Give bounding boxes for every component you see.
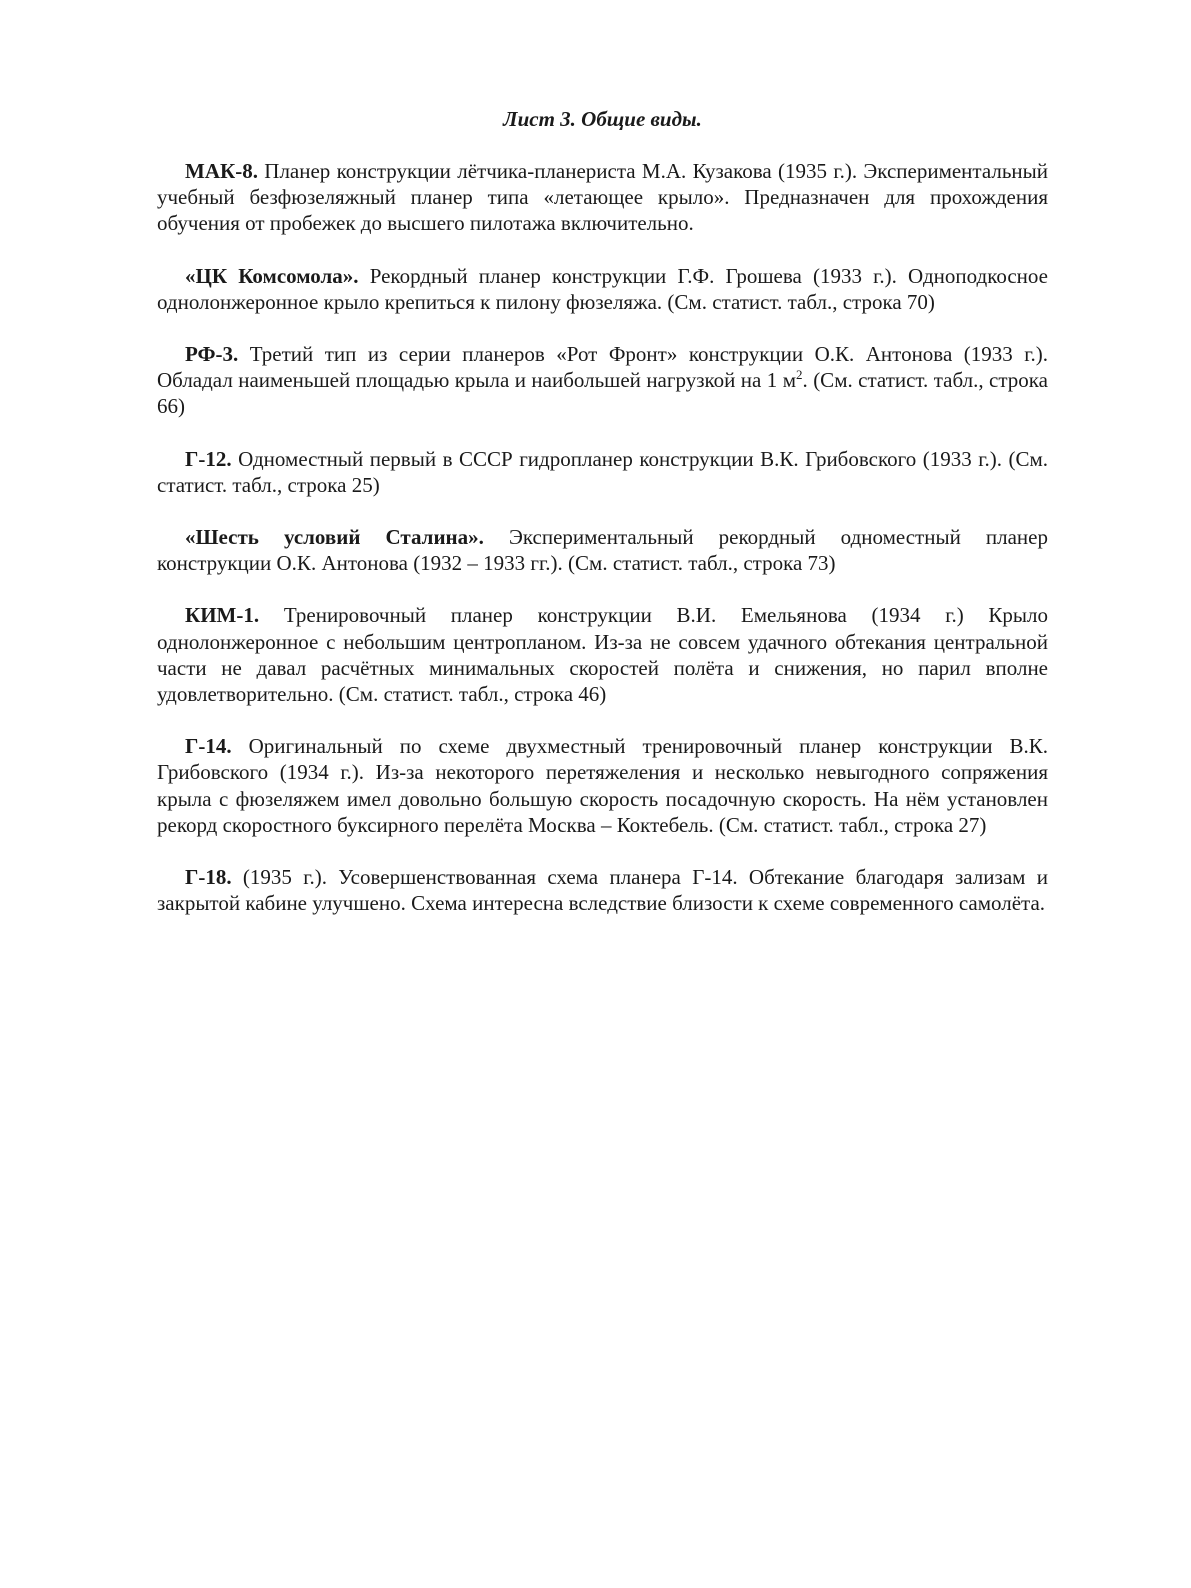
entry-text: Оригинальный по схеме двухместный тренировочный планер конструкции В.К. Грибовского (1934 г.). Из-за некоторого перетяжеления и несколько невыгодного сопряжения крыла с фюзеляжем имел довольно большую скорость посадочную скорость. На нём установлен рекорд скоростного буксирного перелёта Москва – Коктебель. (См. статист. табл., строка 27) — [157, 734, 1048, 837]
sheet-title: Лист 3. Общие виды. — [503, 107, 702, 131]
entry-name: Г-12. — [185, 446, 232, 471]
entry-text: Одноместный первый в СССР гидропланер конструкции В.К. Грибовского (1933 г.). (См. статист. табл., строка 25) — [157, 446, 1048, 497]
entry-superscript: 2 — [796, 367, 803, 383]
entry-shest-usloviy-stalina — [157, 524, 1048, 576]
entry-name: «ЦК Комсомола». — [185, 263, 359, 288]
entry-text: (1935 г.). Усовершенствованная схема планера Г-14. Обтекание благодаря зализам и закрытой кабине улучшено. Схема интересна вследствие близости к схеме современного самолёта. — [157, 865, 1048, 916]
entry-name: КИМ-1. — [185, 603, 260, 628]
entry-name: Г-14. — [185, 734, 232, 759]
document-body — [157, 106, 1048, 942]
entry-g-12 — [157, 446, 1048, 498]
entry-text: Рекордный планер конструкции Г.Ф. Грошева (1933 г.). Одноподкосное однолонжеронное крыло крепиться к пилону фюзеляжа. (См. статист. табл., строка 70) — [157, 263, 1048, 314]
entry-text: Третий тип из серии планеров «Рот Фронт» конструкции О.К. Антонова (1933 г.). Обладал наименьшей площадью крыла и наибольшей нагрузкой на 1 м — [157, 342, 1048, 393]
entry-g-14 — [157, 733, 1048, 838]
entry-text-after: . (См. статист. табл., строка 66) — [157, 368, 1048, 419]
entry-name: Г-18. — [185, 865, 232, 890]
entry-text: Тренировочный планер конструкции В.И. Емельянова (1934 г.) Крыло однолонжеронное с небольшим центропланом. Из-за не совсем удачного обтекания центральной части не давал расчётных минимальных скоростей полёта и снижения, но парил вполне удовлетворительно. (См. статист. табл., строка 46) — [157, 603, 1048, 707]
entry-text: Планер конструкции лётчика-планериста М.А. Кузакова (1935 г.). Экспериментальный учебный безфюзеляжный планер типа «летающее крыло». Предназначен для прохождения обучения от пробежек до высшего пилотажа включительно. — [157, 159, 1048, 236]
entry-name: РФ-3. — [185, 342, 239, 367]
entry-name: МАК-8. — [185, 159, 258, 183]
entry-name: «Шесть условий Сталина». — [185, 525, 484, 550]
entry-text: Экспериментальный рекордный одноместный планер конструкции О.К. Антонова (1932 – 1933 гг.). (См. статист. табл., строка 73) — [157, 525, 1048, 576]
entry-rf-3 — [157, 341, 1048, 420]
entry-mak-8 — [157, 158, 1048, 237]
entry-kim-1 — [157, 602, 1048, 707]
entry-g-18 — [157, 864, 1048, 916]
entry-ck-komsomola — [157, 263, 1048, 315]
